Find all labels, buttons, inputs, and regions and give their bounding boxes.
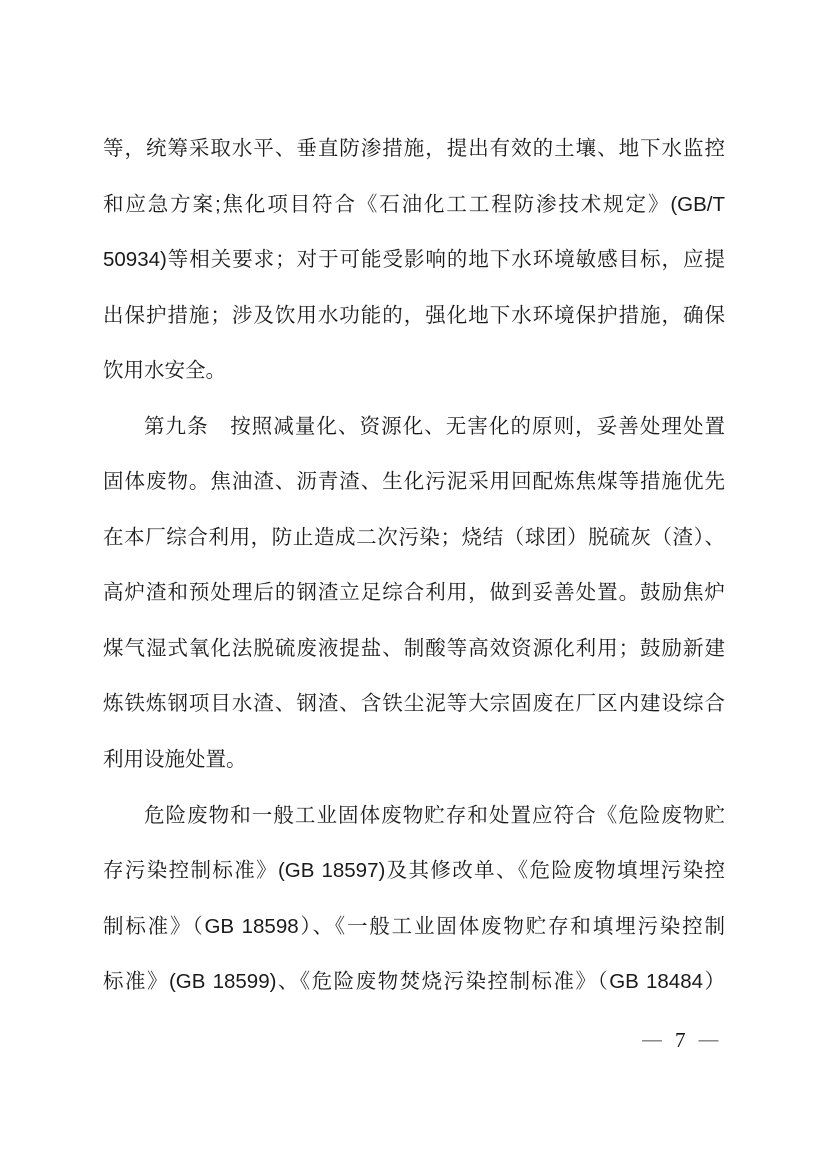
body-line-10: 煤气湿式氧化法脱硫废液提盐、制酸等高效资源化利用；鼓励新建 — [103, 636, 725, 660]
body-line-6: 第九条 按照减量化、资源化、无害化的原则，妥善处理处置 — [144, 414, 725, 438]
body-line-12: 利用设施处置。 — [103, 748, 247, 772]
body-line-3: 50934)等相关要求；对于可能受影响的地下水环境敏感目标，应提 — [103, 248, 725, 272]
body-line-15: 制标准》（GB 18598）、《一般工业固体废物贮存和填埋污染控制 — [103, 914, 725, 938]
footer-dash-left: — — [642, 1029, 662, 1051]
body-line-7: 固体废物。焦油渣、沥青渣、生化污泥采用回配炼焦煤等措施优先 — [103, 470, 725, 494]
body-line-2: 和应急方案;焦化项目符合《石油化工工程防渗技术规定》(GB/T — [103, 192, 725, 216]
footer-dash-right: — — [698, 1029, 719, 1051]
body-line-9: 高炉渣和预处理后的钢渣立足综合利用，做到妥善处置。鼓励焦炉 — [103, 581, 725, 605]
document-body — [103, 121, 725, 1010]
body-line-16: 标准》(GB 18599)、《危险废物焚烧污染控制标准》（GB 18484） — [103, 970, 725, 994]
body-line-5: 饮用水安全。 — [103, 359, 226, 383]
body-line-13: 危险废物和一般工业固体废物贮存和处置应符合《危险废物贮 — [144, 803, 725, 827]
page-number: 7 — [675, 1027, 686, 1052]
body-line-8: 在本厂综合利用，防止造成二次污染；烧结（球团）脱硫灰（渣）、 — [103, 525, 725, 549]
body-line-4: 出保护措施；涉及饮用水功能的，强化地下水环境保护措施，确保 — [103, 303, 725, 327]
body-line-1: 等，统筹采取水平、垂直防渗措施，提出有效的土壤、地下水监控 — [103, 137, 725, 160]
body-line-11: 炼铁炼钢项目水渣、钢渣、含铁尘泥等大宗固废在厂区内建设综合 — [103, 692, 725, 716]
page-footer — [642, 1026, 719, 1054]
body-line-14: 存污染控制标准》(GB 18597)及其修改单、《危险废物填埋污染控 — [103, 859, 725, 883]
